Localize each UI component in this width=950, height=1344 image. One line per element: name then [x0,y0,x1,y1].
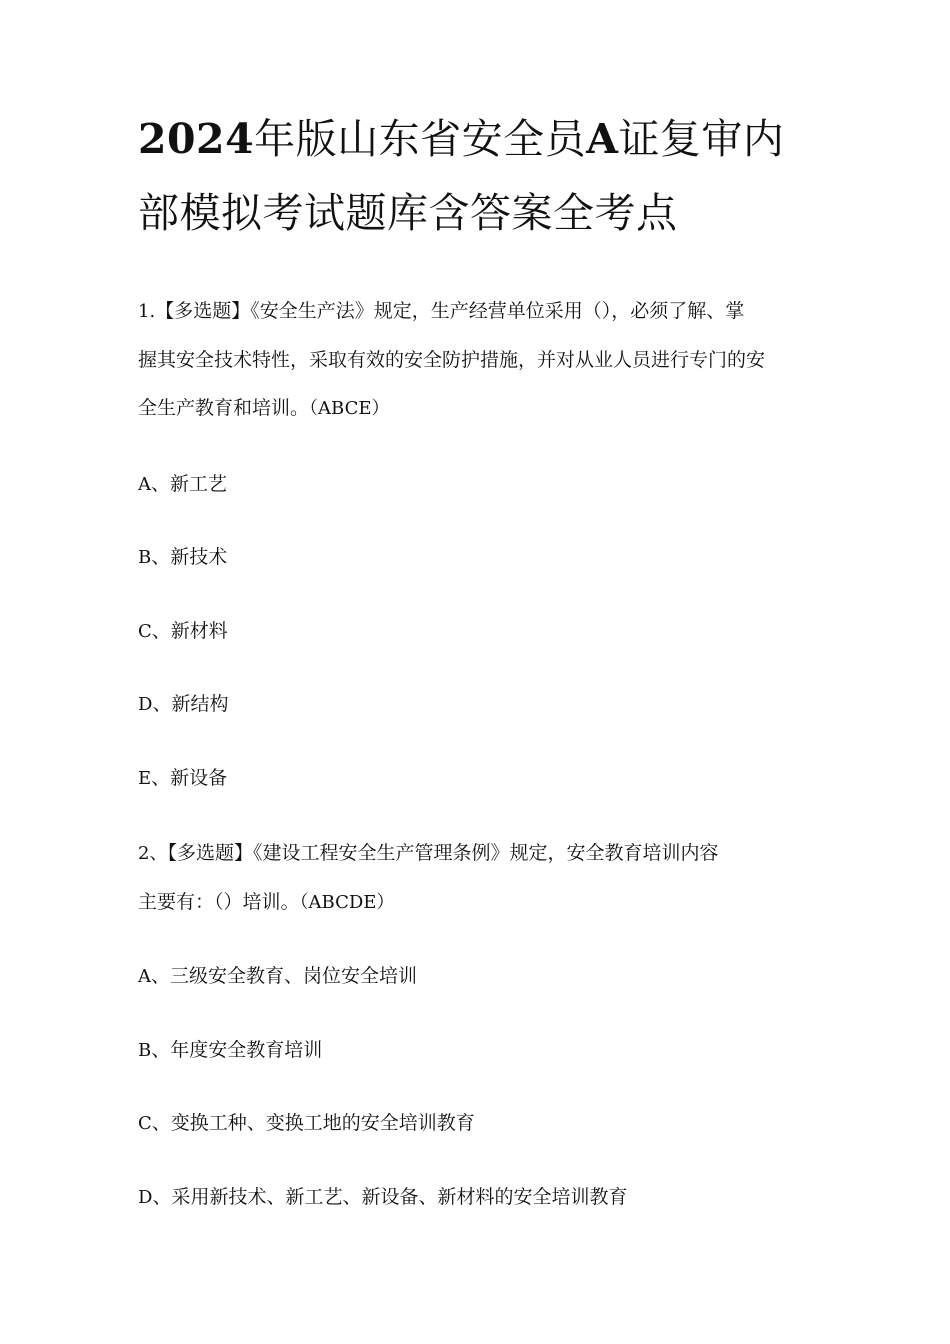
question-2-stem [138,829,818,927]
question-2-number: 2、 [138,843,168,864]
question-1-option-a: A、新工艺 [138,473,228,495]
question-1-option-c: C、新材料 [138,620,228,642]
question-2-answer: （ABCDE） [299,892,395,913]
question-2-line-1: 2、【多选题】《建设工程安全生产管理条例》规定，安全教育培训内容 [138,842,719,864]
question-2-option-d: D、采用新技术、新工艺、新设备、新材料的安全培训教育 [138,1186,628,1208]
question-1-line-2: 握其安全技术特性，采取有效的安全防护措施，并对从业人员进行专门的安 [138,349,766,371]
question-1-line-1: 1.【多选题】《安全生产法》规定，生产经营单位采用（），必须了解、掌 [138,300,745,322]
question-1-number: 1. [138,301,156,322]
question-1-stem [138,287,818,433]
title-line-1: 2024年版山东省安全员A证复审内 [138,115,785,163]
question-1-option-e: E、新设备 [138,767,228,789]
title-line-2: 部模拟考试题库含答案全考点 [138,189,678,237]
question-1-option-d: D、新结构 [138,693,229,715]
question-1-line-3: 全生产教育和培训。（ABCE） [138,397,390,419]
question-2-line-2: 主要有：（）培训。（ABCDE） [138,891,395,913]
question-1-option-b: B、新技术 [138,546,228,568]
document-title [138,102,838,250]
question-1-answer: （ABCE） [309,398,390,419]
question-2-option-c: C、变换工种、变换工地的安全培训教育 [138,1112,475,1134]
question-2-option-b: B、年度安全教育培训 [138,1039,323,1061]
question-2-option-a: A、三级安全教育、岗位安全培训 [138,965,418,987]
